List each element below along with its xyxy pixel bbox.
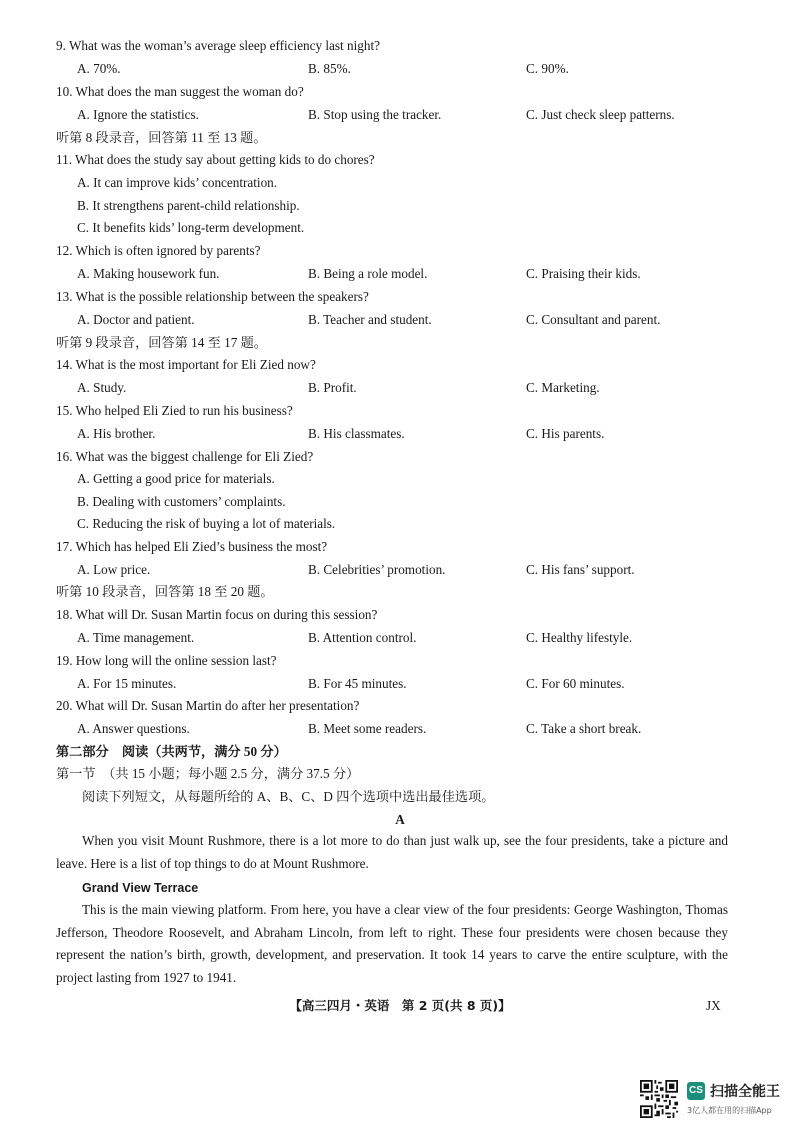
page-footer: 【高三四月・英语 第 2 页(共 8 页)】 [289,998,511,1013]
passage-intro-text: When you visit Mount Rushmore, there is a lot more to do than just walk up, see the four presidents, take a picture and leave. Here is a list of top things to do at Mount Rushmore. [56,833,728,871]
q17-option-c: C. His fans’ support. [526,562,635,577]
instruction-segment-8: 听第 8 段录音，回答第 11 至 13 题。 [56,130,267,145]
question-18: 18. What will Dr. Susan Martin focus on during this session? [56,607,378,622]
q16-option-b: B. Dealing with customers’ complaints. [77,494,286,509]
passage-intro [56,830,728,875]
q15-option-a: A. His brother. [77,426,156,441]
q11-option-a: A. It can improve kids’ concentration. [77,175,278,190]
q11-option-c: C. It benefits kids’ long-term development. [77,220,305,235]
q13-option-b: B. Teacher and student. [308,312,432,327]
q17-option-b: B. Celebrities’ promotion. [308,562,446,577]
subheading-grand-view-terrace: Grand View Terrace [82,881,199,895]
question-11: 11. What does the study say about getting kids to do chores? [56,152,375,167]
q16-option-a: A. Getting a good price for materials. [77,471,275,486]
q20-option-b: B. Meet some readers. [308,721,427,736]
q9-option-b: B. 85%. [308,61,351,76]
q15-option-b: B. His classmates. [308,426,405,441]
q19-option-a: A. For 15 minutes. [77,676,177,691]
q12-option-c: C. Praising their kids. [526,266,641,281]
passage-body-text: This is the main viewing platform. From here, you have a clear view of the four presidents: George Washington, Thomas Jefferson, Theodore Roosevelt, and Abraham Lincoln, from left to right. These four presidents were chosen because they represent the nation’s birth, growth, development, and preservation. It took 14 years to carve the entire sculpture, with the project lasting from 1927 to 1941. [56,902,728,985]
scanner-brand: 扫描全能王 [710,1084,780,1100]
camscanner-logo-icon: CS [687,1082,705,1100]
q17-option-a: A. Low price. [77,562,151,577]
q18-option-a: A. Time management. [77,630,195,645]
scanner-tagline: 3亿人都在用的扫描App [687,1106,772,1115]
question-17: 17. Which has helped Eli Zied’s business the most? [56,539,328,554]
q9-option-c: C. 90%. [526,61,569,76]
question-10: 10. What does the man suggest the woman do? [56,84,304,99]
question-13: 13. What is the possible relationship between the speakers? [56,289,369,304]
instruction-segment-9: 听第 9 段录音，回答第 14 至 17 题。 [56,335,267,350]
reading-directions: 阅读下列短文，从每题所给的 A、B、C、D 四个选项中选出最佳选项。 [82,789,495,804]
q20-option-a: A. Answer questions. [77,721,190,736]
q10-option-c: C. Just check sleep patterns. [526,107,675,122]
footer-code: JX [706,998,721,1013]
q16-option-c: C. Reducing the risk of buying a lot of materials. [77,516,336,531]
question-16: 16. What was the biggest challenge for Eli Zied? [56,449,314,464]
q13-option-c: C. Consultant and parent. [526,312,661,327]
question-19: 19. How long will the online session last? [56,653,277,668]
question-9: 9. What was the woman’s average sleep efficiency last night? [56,38,380,53]
passage-label: A [395,812,405,827]
question-12: 12. Which is often ignored by parents? [56,243,261,258]
q10-option-b: B. Stop using the tracker. [308,107,442,122]
question-15: 15. Who helped Eli Zied to run his business? [56,403,293,418]
q12-option-b: B. Being a role model. [308,266,428,281]
q15-option-c: C. His parents. [526,426,605,441]
question-14: 14. What is the most important for Eli Zied now? [56,357,316,372]
q19-option-b: B. For 45 minutes. [308,676,407,691]
passage-body [56,899,728,989]
q18-option-c: C. Healthy lifestyle. [526,630,633,645]
instruction-segment-10: 听第 10 段录音，回答第 18 至 20 题。 [56,584,274,599]
q18-option-b: B. Attention control. [308,630,417,645]
q14-option-b: B. Profit. [308,380,357,395]
scanner-watermark [640,1080,790,1120]
q9-option-a: A. 70%. [77,61,121,76]
q11-option-b: B. It strengthens parent-child relationship. [77,198,300,213]
part-two-heading: 第二部分 阅读（共两节，满分 50 分） [56,744,287,759]
q10-option-a: A. Ignore the statistics. [77,107,199,122]
section-one-heading: 第一节 （共 15 小题；每小题 2.5 分，满分 37.5 分） [56,766,360,781]
q12-option-a: A. Making housework fun. [77,266,220,281]
q14-option-c: C. Marketing. [526,380,600,395]
q14-option-a: A. Study. [77,380,127,395]
qr-code-icon [640,1080,678,1118]
q13-option-a: A. Doctor and patient. [77,312,195,327]
q20-option-c: C. Take a short break. [526,721,642,736]
question-20: 20. What will Dr. Susan Martin do after her presentation? [56,698,360,713]
q19-option-c: C. For 60 minutes. [526,676,625,691]
